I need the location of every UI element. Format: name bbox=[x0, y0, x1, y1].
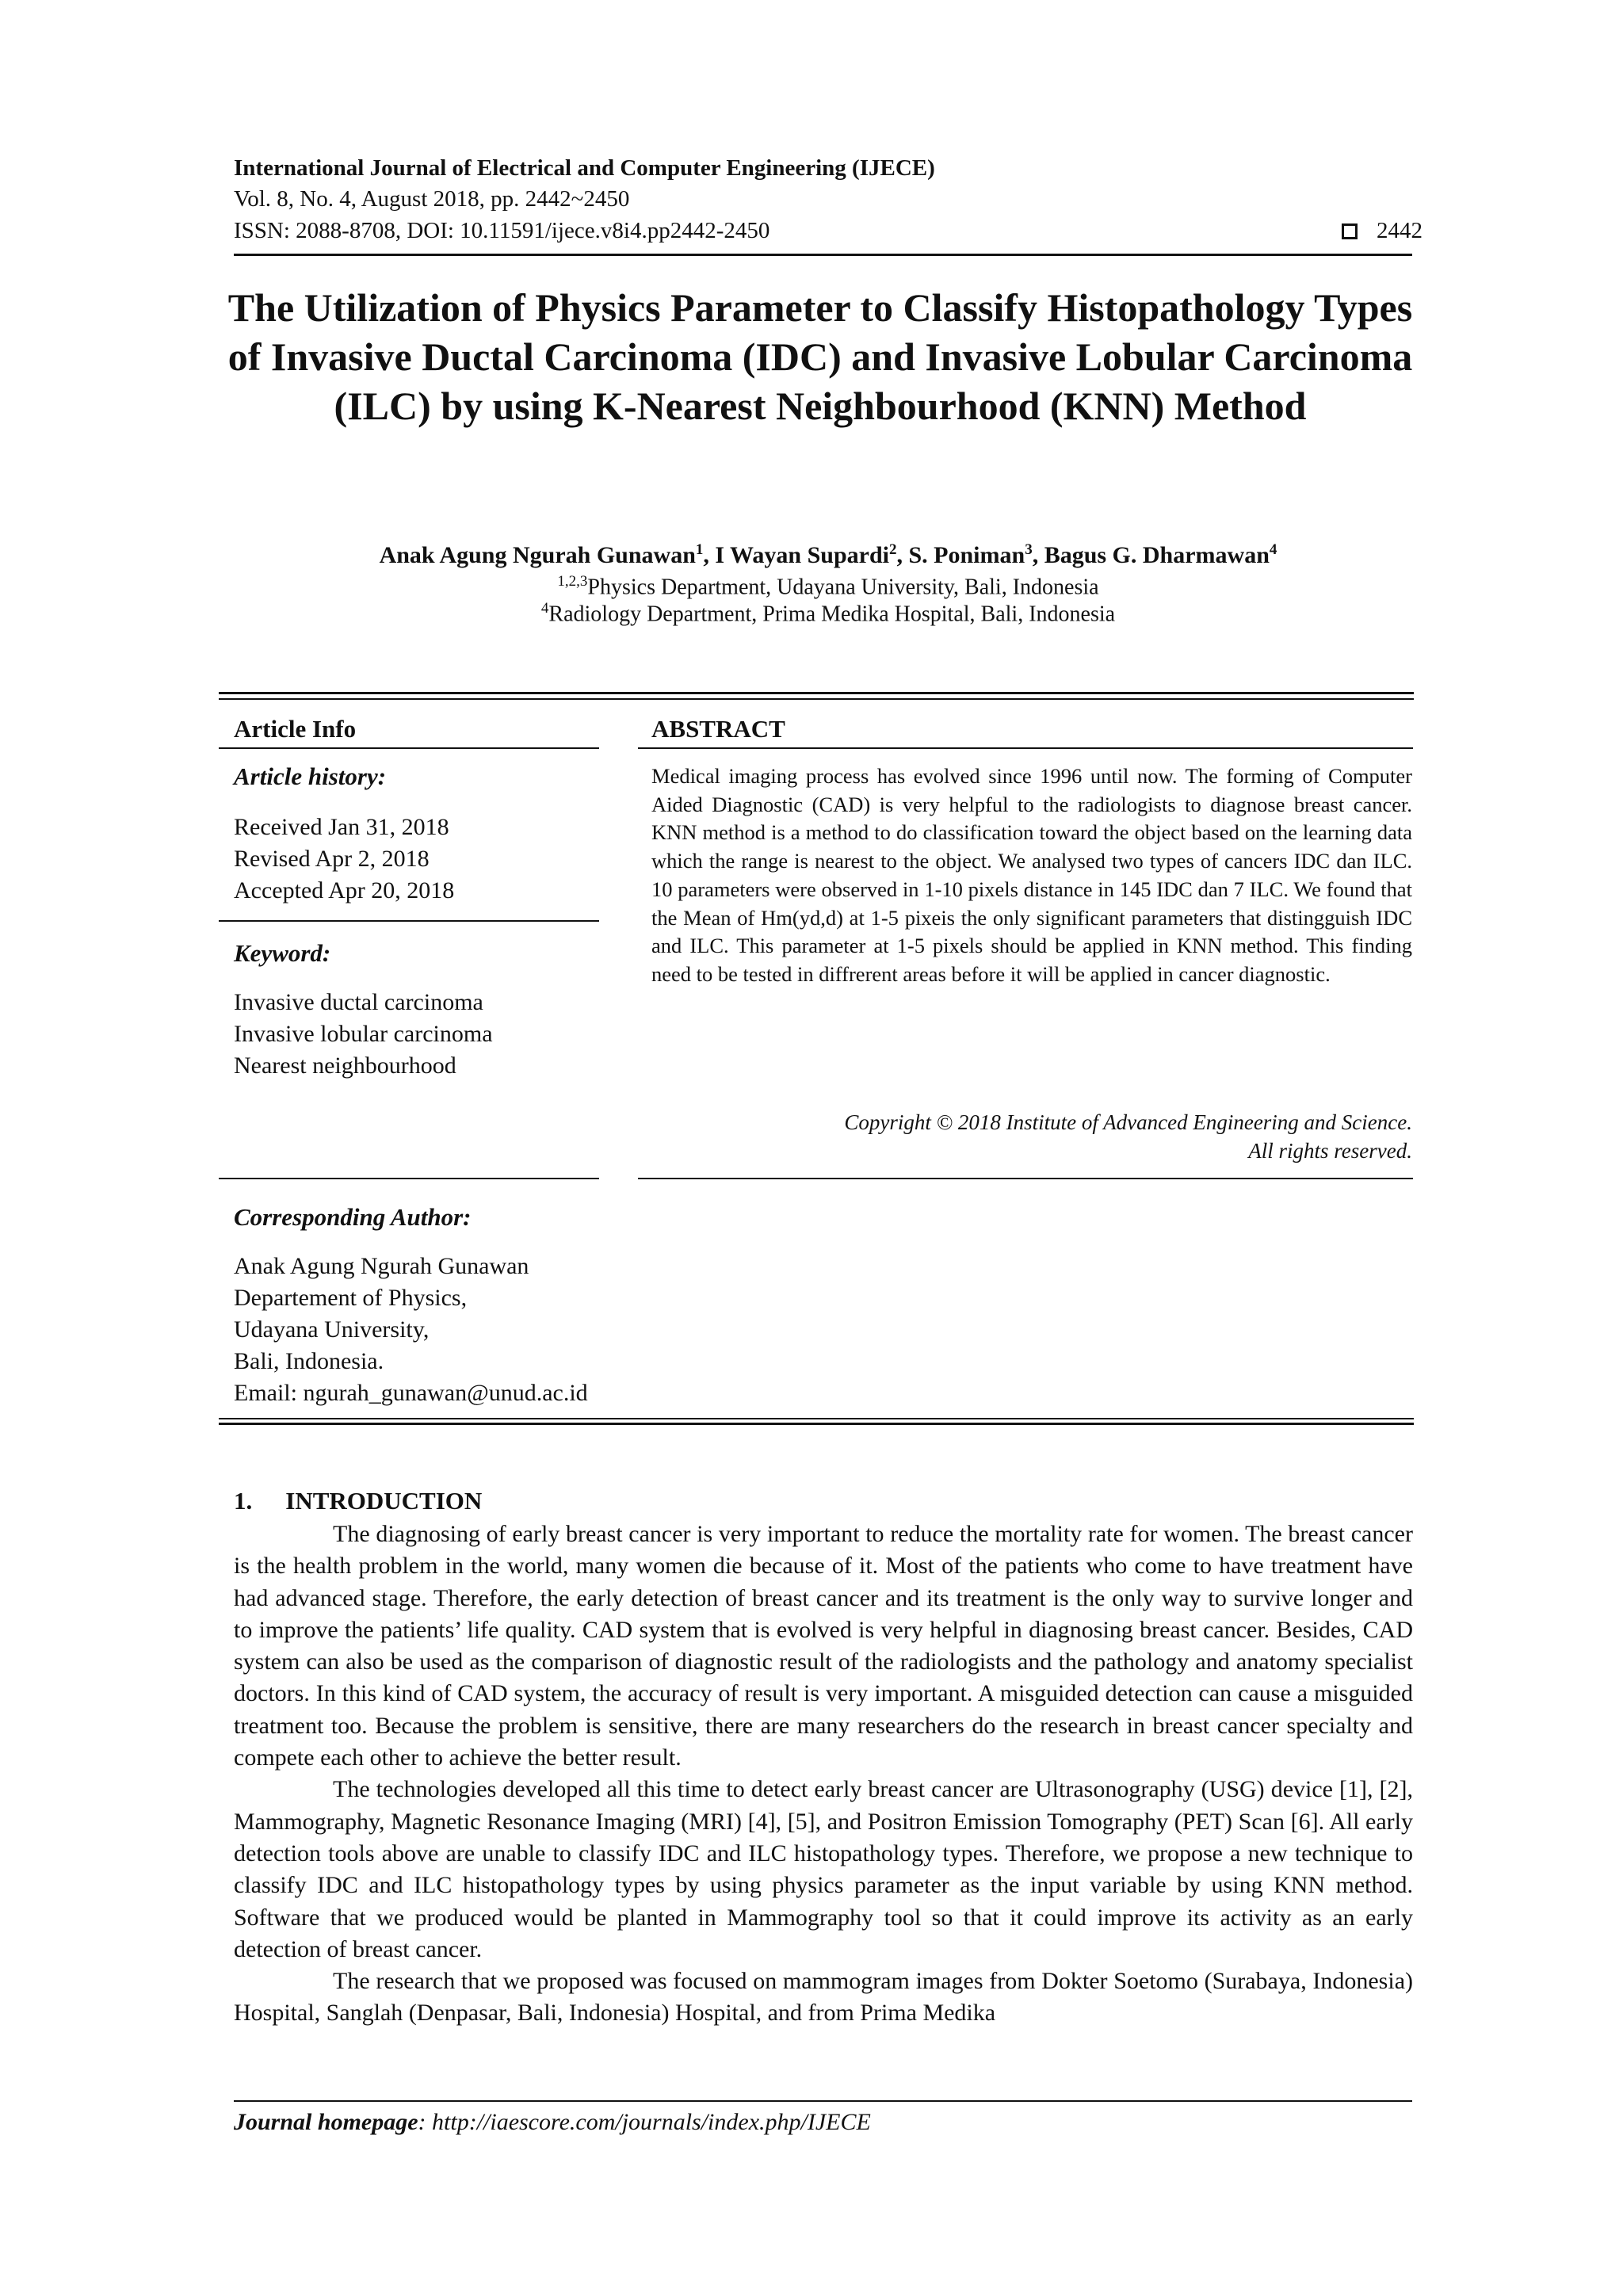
article-info-heading: Article Info bbox=[234, 715, 357, 743]
history-accepted: Accepted Apr 20, 2018 bbox=[234, 877, 455, 904]
abstract-text: Medical imaging process has evolved since 1996 until now. The forming of Computer Aided Diagnostic (CAD) is very helpful to the radiologists to diagnose breast cancer. KNN method is a method to do classification toward the object based on the learning data which the range is nearest to the object. We analysed two types of cancers IDC dan ILC. 10 parameters were observed in 1-10 pixels distance in 145 IDC dan 7 ILC. We found that the Mean of Hm(yd,d) at 1-5 pixeis the only significant parameters that distingguish IDC and ILC. This parameter at 1-5 pixels should be applied in KNN method. This finding need to be tested in diffrerent areas before it will be applied in cancer diagnostic. bbox=[651, 764, 1412, 986]
square-box-icon bbox=[1342, 223, 1358, 239]
article-history bbox=[234, 812, 454, 907]
volume-info: Vol. 8, No. 4, August 2018, pp. 2442~2450 bbox=[234, 186, 630, 212]
keyword-item: Invasive ductal carcinoma bbox=[234, 989, 483, 1015]
affiliation-2: $^4$Radiology Department, Prima Medika Hospital, Bali, Indonesia bbox=[540, 600, 1116, 627]
info-box-bottom-rule-2 bbox=[219, 1423, 1414, 1425]
abstract-heading: ABSTRACT bbox=[651, 715, 785, 743]
author-sup: 3 bbox=[1025, 541, 1033, 558]
issn-doi: ISSN: 2088-8708, DOI: 10.11591/ijece.v8i4.pp2442-2450 bbox=[234, 218, 770, 243]
corresponding-dept: Departement of Physics, bbox=[234, 1285, 468, 1311]
keyword-label: Keyword: bbox=[234, 939, 331, 967]
keyword-item: Nearest neighbourhood bbox=[234, 1052, 456, 1079]
author-sup: 2 bbox=[888, 541, 897, 558]
keyword-rule bbox=[219, 920, 599, 922]
corresponding-name: Anak Agung Ngurah Gunawan bbox=[234, 1253, 529, 1279]
author-name: I Wayan Supardi bbox=[715, 542, 889, 568]
history-revised: Revised Apr 2, 2018 bbox=[234, 846, 430, 872]
corresponding-rule bbox=[219, 1178, 599, 1179]
journal-name: International Journal of Electrical and Computer Engineering (IJECE) bbox=[234, 155, 935, 181]
corresponding-university: Udayana University, bbox=[234, 1316, 430, 1343]
keyword-list bbox=[234, 987, 493, 1082]
journal-homepage: Journal homepage: http://iaescore.com/journals/index.php/IJECE bbox=[234, 2109, 871, 2135]
author-list: Anak Agung Ngurah Gunawan$^1$, I Wayan Supardi$^2$, S. Poniman$^3$, Bagus G. Dharmawan$^4$ bbox=[379, 541, 1277, 568]
page-number-group bbox=[1342, 218, 1423, 244]
rights-line: All rights reserved. bbox=[1248, 1139, 1412, 1163]
header-rule bbox=[234, 254, 1412, 256]
abstract-bottom-rule bbox=[638, 1178, 1413, 1179]
copyright-line: Copyright © 2018 Institute of Advanced Engineering and Science. bbox=[844, 1110, 1412, 1134]
page-number: 2442 bbox=[1377, 218, 1423, 243]
history-received: Received Jan 31, 2018 bbox=[234, 814, 449, 840]
introduction-heading bbox=[234, 1487, 515, 1515]
article-history-label: Article history: bbox=[234, 762, 387, 790]
copyright-notice bbox=[844, 1108, 1412, 1165]
author-sup: 1 bbox=[695, 541, 704, 558]
homepage-label: Journal homepage bbox=[234, 2109, 418, 2135]
abstract-rule bbox=[638, 747, 1413, 749]
corresponding-author-label: Corresponding Author: bbox=[234, 1203, 472, 1231]
author-name: Anak Agung Ngurah Gunawan bbox=[379, 542, 696, 568]
homepage-link[interactable]: http://iaescore.com/journals/index.php/IJECE bbox=[432, 2109, 871, 2135]
info-box-top-rule bbox=[219, 692, 1414, 694]
introduction-body bbox=[234, 1519, 1413, 2030]
section-title: INTRODUCTION bbox=[285, 1487, 483, 1515]
intro-paragraph: The diagnosing of early breast cancer is very important to reduce the mortality rate for women. The breast cancer is the health problem in the world, many women die because of it. Most of the patients who come to have treatment have had advanced stage. Therefore, the early detection of breast cancer and its treatment is the only way to survive longer and to improve the patients’ life quality. CAD system that is evolved is very helpful in diagnosing breast cancer. Besides, CAD system can also be used as the comparison of diagnostic result of the radiologists and the pathology and anatomy specialist doctors. In this kind of CAD system, the accuracy of result is very important. A misguided detection can cause a misguided treatment too. Because the problem is sensitive, there are many researchers do the research in breast cancer specialty and compete each other to achieve the better result. bbox=[234, 1521, 1413, 1771]
corresponding-email: Email: ngurah_gunawan@unud.ac.id bbox=[234, 1380, 588, 1406]
affiliation-1: $^{1,2,3}$Physics Department, Udayana University, Bali, Indonesia bbox=[557, 573, 1099, 600]
info-box-top-rule-2 bbox=[219, 698, 1414, 700]
corresponding-author-details bbox=[234, 1251, 588, 1409]
section-number: 1. bbox=[234, 1487, 253, 1515]
keyword-item: Invasive lobular carcinoma bbox=[234, 1021, 493, 1047]
intro-paragraph: The technologies developed all this time to detect early breast cancer are Ultrasonography (USG) device [1], [2], Mammography, Magnetic Resonance Imaging (MRI) [4], [5], and Positron Emission Tomography (PET) Scan [6]. All early detection tools above are unable to classify IDC and ILC histopathology types. Therefore, we propose a new technique to classify IDC and ILC histopathology types by using physics parameter as the input variable by using KNN method. Software that we produced would be planted in Mammography tool so that it could improve its activity as an early detection of breast cancer. bbox=[234, 1776, 1413, 1962]
paper-title: The Utilization of Physics Parameter to Classify Histopathology Types of Invasive Ductal Carcinoma (IDC) and Invasive Lobular Carcinoma (ILC) by using K-Nearest Neighbourhood (KNN) Method bbox=[227, 285, 1413, 428]
author-sup: 4 bbox=[1269, 541, 1277, 558]
footer-rule bbox=[234, 2100, 1412, 2102]
corresponding-location: Bali, Indonesia. bbox=[234, 1348, 384, 1374]
article-info-rule bbox=[219, 747, 599, 749]
intro-paragraph: The research that we proposed was focused on mammogram images from Dokter Soetomo (Surabaya, Indonesia) Hospital, Sanglah (Denpasar, Bali, Indonesia) Hospital, and from Prima Medika bbox=[234, 1968, 1413, 2027]
author-name: S. Poniman bbox=[908, 542, 1025, 568]
author-name: Bagus G. Dharmawan bbox=[1044, 542, 1270, 568]
info-box-bottom-rule bbox=[219, 1418, 1414, 1419]
